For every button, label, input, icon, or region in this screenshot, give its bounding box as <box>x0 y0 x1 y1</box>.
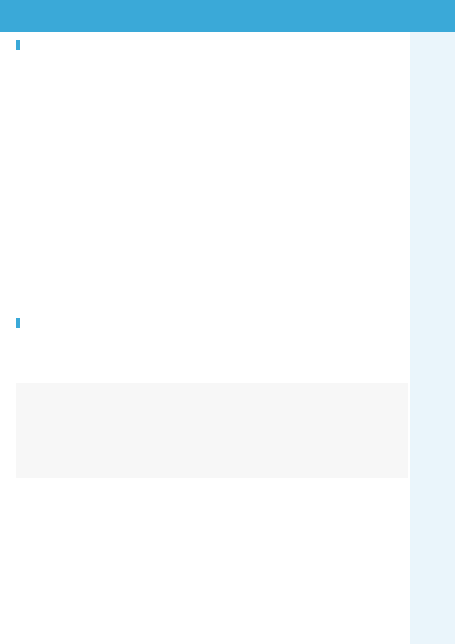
section1-title <box>16 40 24 52</box>
chapter-side-tab <box>410 0 455 644</box>
header-band <box>0 0 410 32</box>
section2-title <box>16 318 24 330</box>
product-photo <box>16 383 408 478</box>
chapter-number <box>410 0 455 32</box>
